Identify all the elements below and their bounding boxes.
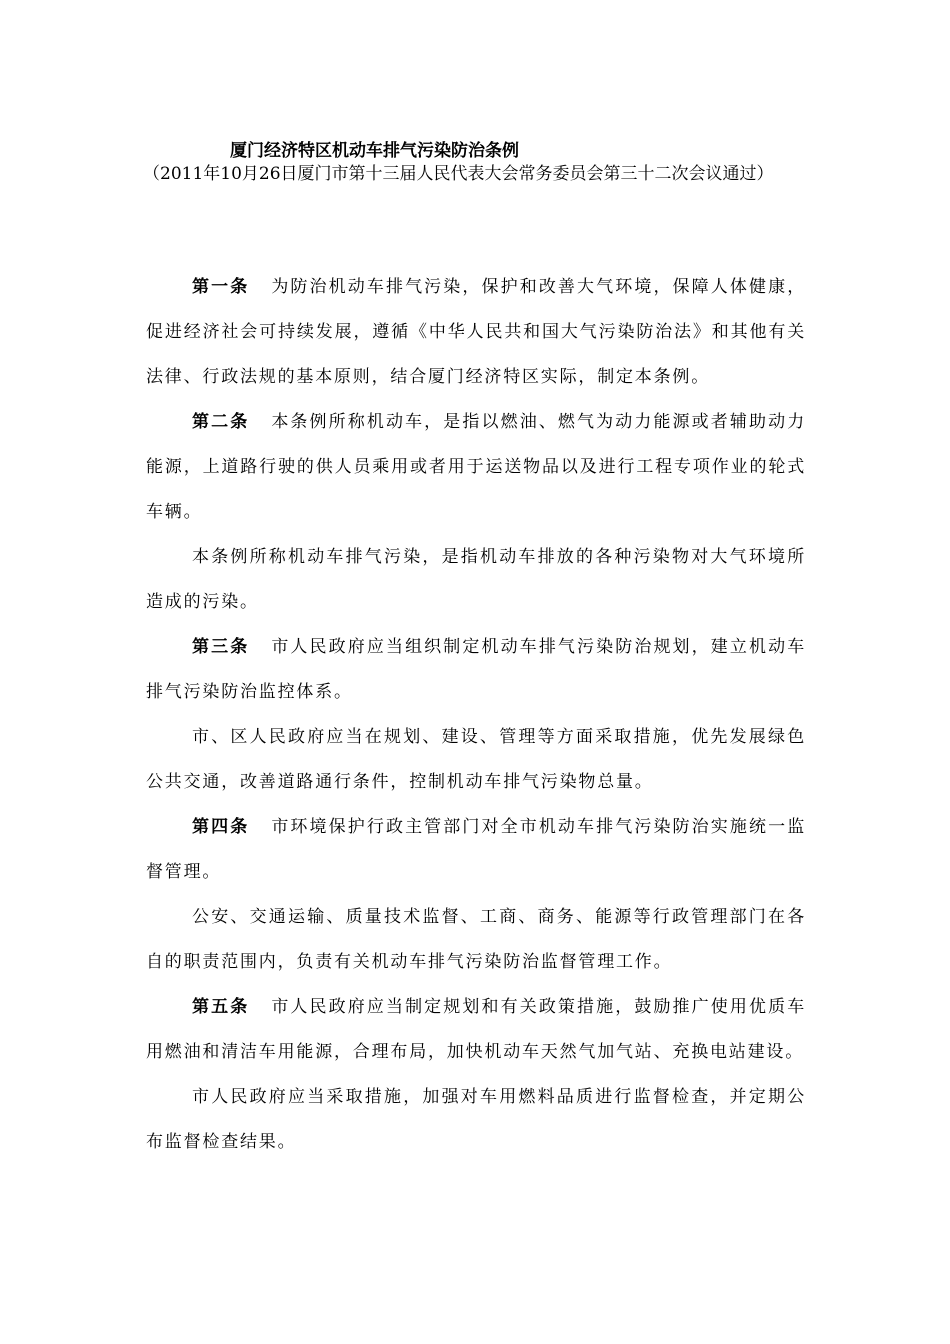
- article-text: 市人民政府应当组织制定机动车排气污染防治规划，建立机动车排气污染防治监控体系。: [146, 637, 806, 702]
- article-5-paragraph-2: [146, 1075, 806, 1165]
- article-1-paragraph: [146, 265, 806, 400]
- article-2-paragraph: [146, 400, 806, 535]
- article-4-paragraph: [146, 805, 806, 895]
- article-3-paragraph: [146, 625, 806, 715]
- article-heading: 第二条: [192, 412, 250, 432]
- article-4-paragraph-2: [146, 895, 806, 985]
- article-text: 市人民政府应当采取措施，加强对车用燃料品质进行监督检查，并定期公布监督检查结果。: [146, 1087, 806, 1152]
- article-2-paragraph-2: [146, 535, 806, 625]
- article-3-paragraph-2: [146, 715, 806, 805]
- article-heading: 第三条: [192, 637, 250, 657]
- article-text: 本条例所称机动车排气污染，是指机动车排放的各种污染物对大气环境所造成的污染。: [146, 547, 806, 612]
- article-text: 市人民政府应当制定规划和有关政策措施，鼓励推广使用优质车用燃油和清洁车用能源，合理布局，加快机动车天然气加气站、充换电站建设。: [146, 997, 806, 1062]
- article-text: 市、区人民政府应当在规划、建设、管理等方面采取措施，优先发展绿色公共交通，改善道路通行条件，控制机动车排气污染物总量。: [146, 727, 806, 792]
- document-subtitle: （2011年10月26日厦门市第十三届人民代表大会常务委员会第三十二次会议通过）: [143, 164, 774, 184]
- article-text: 公安、交通运输、质量技术监督、工商、商务、能源等行政管理部门在各自的职责范围内，负责有关机动车排气污染防治监督管理工作。: [146, 907, 806, 972]
- document-title: 厦门经济特区机动车排气污染防治条例: [230, 141, 519, 161]
- article-heading: 第五条: [192, 997, 250, 1017]
- article-text: 市环境保护行政主管部门对全市机动车排气污染防治实施统一监督管理。: [146, 817, 806, 882]
- article-5-paragraph: [146, 985, 806, 1075]
- document-body: [146, 265, 806, 1165]
- article-heading: 第四条: [192, 817, 250, 837]
- article-text: 为防治机动车排气污染，保护和改善大气环境，保障人体健康，促进经济社会可持续发展，遵循《中华人民共和国大气污染防治法》和其他有关法律、行政法规的基本原则，结合厦门经济特区实际，制定本条例。: [146, 277, 806, 387]
- article-text: 本条例所称机动车，是指以燃油、燃气为动力能源或者辅助动力能源，上道路行驶的供人员乘用或者用于运送物品以及进行工程专项作业的轮式车辆。: [146, 412, 806, 522]
- article-heading: 第一条: [192, 277, 250, 297]
